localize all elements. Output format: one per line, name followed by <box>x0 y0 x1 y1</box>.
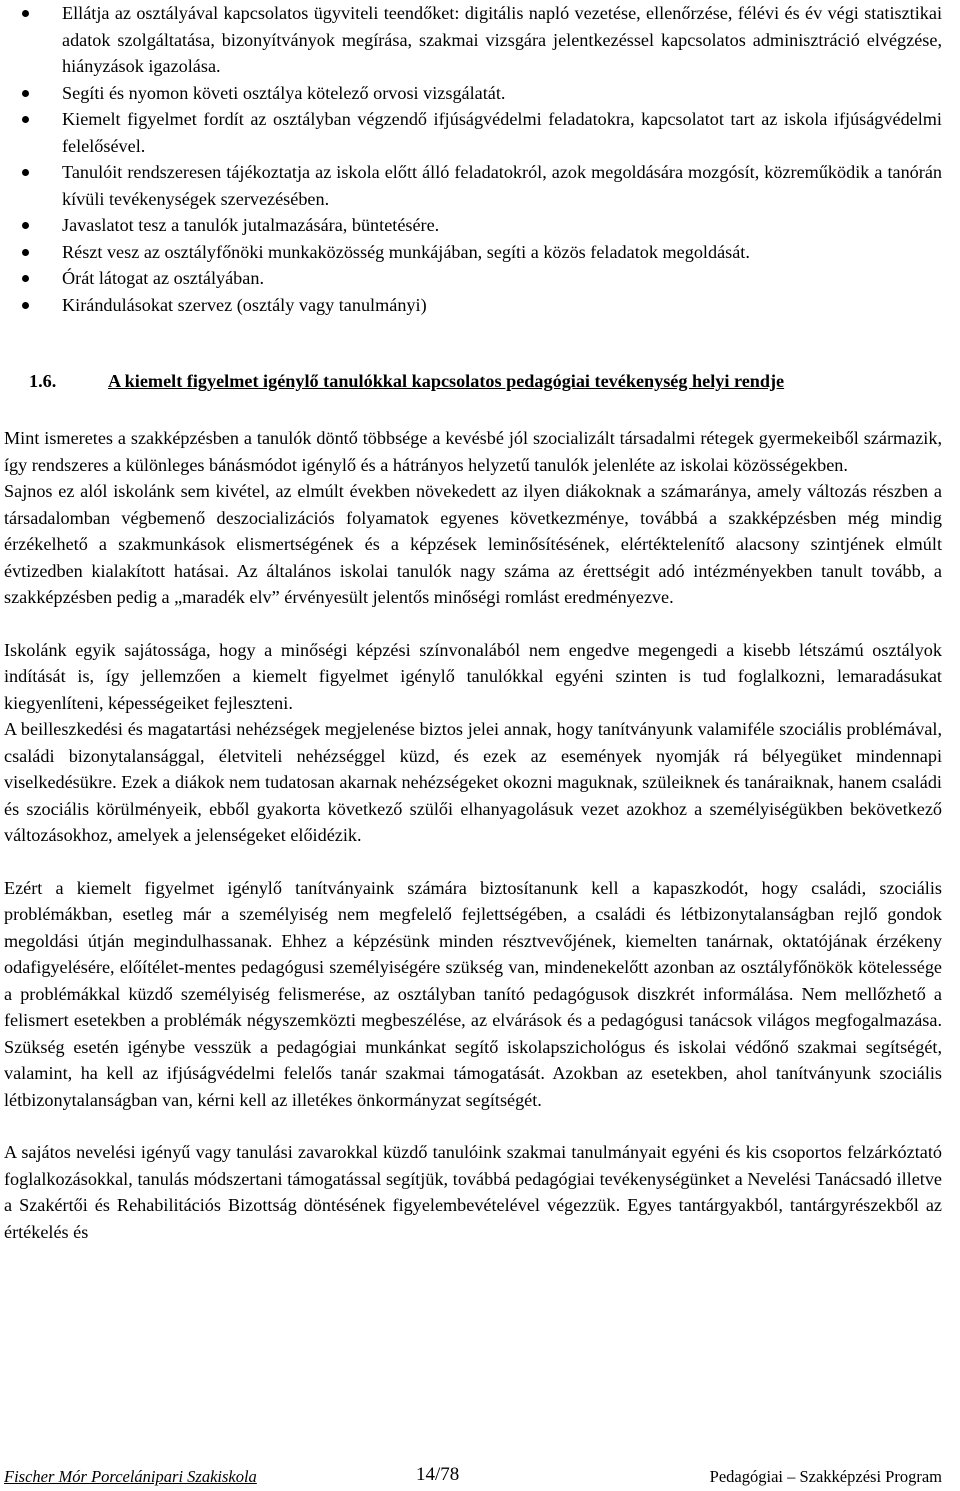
list-item-text: Részt vesz az osztályfőnöki munkaközösség munkájában, segíti a közös feladatok megoldását. <box>62 241 750 262</box>
bullet-icon <box>22 302 29 309</box>
list-item-text: Kirándulásokat szervez (osztály vagy tanulmányi) <box>62 294 427 315</box>
list-item <box>4 0 942 80</box>
footer-school-name: Fischer Mór Porcelánipari Szakiskola <box>4 1467 257 1486</box>
list-item <box>4 239 942 266</box>
section-title: A kiemelt figyelmet igénylő tanulókkal kapcsolatos pedagógiai tevékenység helyi rendje <box>108 371 785 391</box>
list-item <box>4 212 942 239</box>
bullet-icon <box>22 249 29 256</box>
list-item-text: Tanulóit rendszeresen tájékoztatja az iskola előtt álló feladatokról, azok megoldására mozgósít, közreműködik a tanórán kívüli tevékenységek szervezésében. <box>62 162 942 209</box>
list-item <box>4 159 942 212</box>
list-item-text: Javaslatot tesz a tanulók jutalmazására, büntetésére. <box>62 215 440 235</box>
body-paragraph: A sajátos nevelési igényű vagy tanulási zavarokkal küzdő tanulóink szakmai tanulmányait egyéni és kis csoportos felzárkóztató foglalkozásokkal, tanulás módszertani támogatással segítjük, továbbá pedagógiai tevékenységünket a Nevelési Tanácsadó illetve a Szakértői és Rehabilitációs Bizottság döntésének figyelembevételével végezzük. Egyes tantárgyakból, tantárgyrészekből az értékelés és <box>4 1142 942 1242</box>
footer-program-name: Pedagógiai – Szakképzési Program <box>709 1467 942 1486</box>
section-heading <box>4 368 942 395</box>
list-item-text: Ellátja az osztályával kapcsolatos ügyviteli teendőket: digitális napló vezetése, ellenőrzése, félévi és év végi statisztikai adatok szolgáltatása, bizonyítványok megírása, szakmai vizsgára jelentkezéssel kapcsolatos adminisztráció elvégzése, hiányzások igazolása. <box>62 3 942 76</box>
body-paragraph: Sajnos ez alól iskolánk sem kivétel, az elmúlt években növekedett az ilyen diákoknak a számaránya, amely változás részben a társadalomban végbemenő deszocializációs folyamatok egyenes következménye, továbbá a szakképzésben még mindig érzékelhető a szakmunkások elismertségének és a képzések leminősítésének, elértéktelenítő alacsony szintjének elmúlt évtizedben kialakított hatásai. Az általános iskolai tanulók nagy száma az érettségit adó intézményekben tanult tovább, a szakképzésben pedig a „maradék elv” érvényesült jelentős minőségi romlást eredményezve. <box>4 481 942 607</box>
body-paragraph: Ezért a kiemelt figyelmet igénylő tanítványaink számára biztosítanunk kell a kapaszkodót, hogy családi, szociális problémákban, esetleg már a személyiség nem megfelelő fejlettségében, a családi és létbizonytalanságban rejlő gondok megoldási útján megindulhassanak. Ehhez a képzésünk minden résztvevőjének, kiemelten tanárnak, oktatójának érzékeny odafigyelésére, előítélet-mentes pedagógusi személyiségére szükség van, mindenekelőtt azonban az osztályfőnökök kötelessége a problémákkal küzdő személyiség felismerése, az osztályban tanító pedagógusok diszkrét informálása. Nem mellőzhető a felismert esetekben a problémák négyszemközti megbeszélése, az elvárások és a pedagógusi tanácsok világos megfogalmazása. Szükség esetén igénybe vesszük a pedagógiai munkánkat segítő iskolapszichológus és iskolai védőnő szakmai segítségét, valamint, ha kell az ifjúságvédelmi felelős tanár szakmai támogatását. Azokban az esetekben, ahol tanítványunk szociális létbizonytalanságban van, kérni kell az illetékes önkormányzat segítségét. <box>4 877 942 1110</box>
document-page <box>4 0 942 1245</box>
body-paragraph: Mint ismeretes a szakképzésben a tanulók döntő többsége a kevésbé jól szocializált társadalmi rétegek gyermekeiből származik, így rendszeres a különleges bánásmódot igénylő és a hátrányos helyzetű tanulók jelenléte az iskolai közösségekben. <box>4 428 942 475</box>
page-number: 14/78 <box>416 1464 460 1485</box>
section-number: 1.6. <box>29 371 57 391</box>
list-item-text: Segíti és nyomon követi osztálya kötelező orvosi vizsgálatát. <box>62 82 506 103</box>
body-paragraph: A beilleszkedési és magatartási nehézségek megjelenése biztos jelei annak, hogy tanítványunk valamiféle szociális problémával, családi bizonytalansággal, életviteli nehézséggel küzd, és ezek az események nyomják rá bélyegüket mindennapi viselkedésükre. Ezek a diákok nem tudatosan akarnak nehézségeket okozni maguknak, szüleiknek és tanáraiknak, hanem családi és szociális körülményeik, ebből gyakorta következő szülői elhanyagolásuk vezet azokhoz a személyiségükben bekövetkező változásokhoz, amelyek a jelenségeket előidézik. <box>4 719 942 845</box>
bullet-icon <box>22 275 29 282</box>
bullet-icon <box>22 10 29 17</box>
bullet-icon <box>22 169 29 176</box>
bullet-icon <box>22 116 29 123</box>
list-item <box>4 80 942 107</box>
duties-list <box>4 0 942 318</box>
list-item-text: Kiemelt figyelmet fordít az osztályban végzendő ifjúságvédelmi feladatokra, kapcsolatot tart az iskola ifjúságvédelmi felelősével. <box>62 109 942 156</box>
page-footer <box>4 1462 942 1488</box>
list-item <box>4 265 942 292</box>
bullet-icon <box>22 222 29 229</box>
list-item <box>4 106 942 159</box>
list-item <box>4 292 942 319</box>
bullet-icon <box>22 90 29 97</box>
body-paragraph: Iskolánk egyik sajátossága, hogy a minőségi képzési színvonalából nem engedve megengedi a kisebb létszámú osztályok indítását is, így jellemzően a kiemelt figyelmet igénylő tanulókkal egyéni szinten is tud foglalkozni, lemaradásukat kiegyenlíteni, képességeiket fejleszteni. <box>4 639 942 713</box>
list-item-text: Órát látogat az osztályában. <box>62 268 264 288</box>
